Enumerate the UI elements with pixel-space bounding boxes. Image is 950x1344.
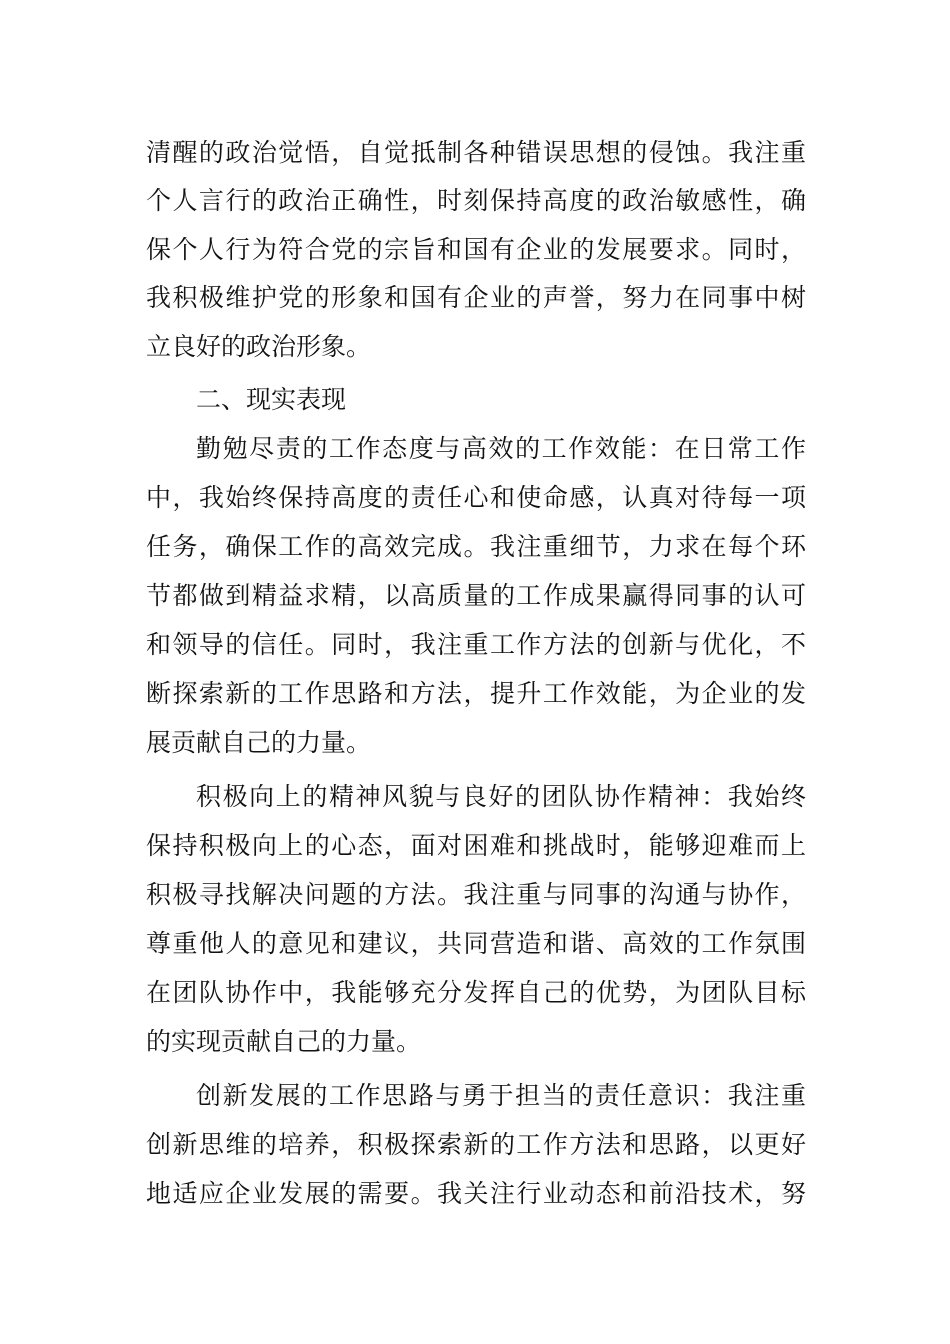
text-line: 创新发展的工作思路与勇于担当的责任意识：我注重 [196,1081,806,1110]
text-line: 保持积极向上的心态，面对困难和挑战时，能够迎难而上 [146,831,806,860]
text-line: 清醒的政治觉悟，自觉抵制各种错误思想的侵蚀。我注重 [146,138,806,167]
text-line: 任务，确保工作的高效完成。我注重细节，力求在每个环 [146,532,806,561]
text-line: 中，我始终保持高度的责任心和使命感，认真对待每一项 [146,483,806,512]
text-line: 节都做到精益求精，以高质量的工作成果赢得同事的认可 [146,581,806,610]
text-line: 积极寻找解决问题的方法。我注重与同事的沟通与协作， [146,880,806,909]
text-line: 立良好的政治形象。 [146,332,372,361]
text-line: 地适应企业发展的需要。我关注行业动态和前沿技术，努 [146,1179,806,1208]
text-line: 保个人行为符合党的宗旨和国有企业的发展要求。同时， [146,235,806,264]
text-line: 积极向上的精神风貌与良好的团队协作精神：我始终 [196,782,806,811]
text-line: 个人言行的政治正确性，时刻保持高度的政治敏感性，确 [146,186,806,215]
text-line: 我积极维护党的形象和国有企业的声誉，努力在同事中树 [146,283,806,312]
text-line: 尊重他人的意见和建议，共同营造和谐、高效的工作氛围 [146,929,806,958]
text-line: 在团队协作中，我能够充分发挥自己的优势，为团队目标 [146,978,806,1007]
text-line: 断探索新的工作思路和方法，提升工作效能，为企业的发 [146,679,806,708]
text-line: 和领导的信任。同时，我注重工作方法的创新与优化，不 [146,630,806,659]
text-line: 展贡献自己的力量。 [146,728,372,757]
text-line: 勤勉尽责的工作态度与高效的工作效能：在日常工作 [196,434,806,463]
text-line: 创新思维的培养，积极探索新的工作方法和思路，以更好 [146,1130,806,1159]
section-heading: 二、现实表现 [196,385,347,414]
text-line: 的实现贡献自己的力量。 [146,1027,422,1056]
